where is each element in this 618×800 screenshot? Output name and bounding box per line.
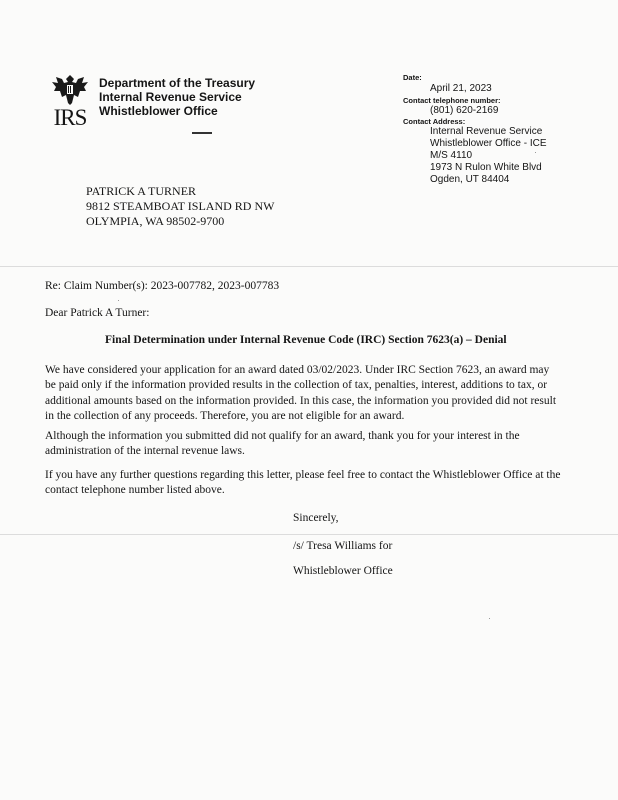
closing: Sincerely, [293,512,339,524]
address-line: Whistleblower Office - ICE [430,138,547,149]
paragraph-contact [45,468,580,499]
paragraph-determination [45,363,580,424]
address-line: Ogden, UT 84404 [430,174,510,185]
signature-office: Whistleblower Office [293,565,393,577]
text-line: in the collection of any proceeds. Therefore, you are not eligible for an award. [45,409,405,422]
paragraph-thanks [45,429,580,460]
text-line: Although the information you submitted did not qualify for an award, thank you for your interest in the [45,430,520,442]
subject-heading: Final Determination under Internal Revenue Code (IRC) Section 7623(a) – Denial [105,334,507,346]
date-value: April 21, 2023 [430,83,492,94]
logo-text: IRS [53,105,87,130]
date-label: Date: [403,73,422,82]
scan-speck [535,152,536,153]
scan-fold-line [0,534,618,535]
text-line: additional amounts based on the information provided. In this case, the information you provided did not result [45,394,557,407]
text-line: We have considered your application for an award dated 03/02/2023. Under IRC Section 7623, an award may [45,364,550,376]
text-line: administration of the internal revenue laws. [45,445,245,458]
scan-speck [118,300,119,301]
scan-fold-line [0,266,618,267]
recipient-street: 9812 STEAMBOAT ISLAND RD NW [86,199,275,213]
address-label: Contact Address: [403,117,466,126]
agency-department: Department of the Treasury [99,76,256,90]
scan-speck [489,618,490,619]
address-line: M/S 4110 [430,150,473,161]
salutation: Dear Patrick A Turner: [45,307,150,319]
address-line: Internal Revenue Service [430,126,543,137]
recipient-name: PATRICK A TURNER [86,184,197,198]
phone-value: (801) 620-2169 [430,105,499,116]
eagle-icon [48,73,92,107]
address-line: 1973 N Rulon White Blvd [430,162,542,173]
text-line: contact telephone number listed above. [45,484,225,497]
agency-irs: Internal Revenue Service [99,90,242,104]
agency-whistleblower: Whistleblower Office [99,104,218,118]
text-line: be paid only if the information provided results in the collection of tax, penalties, interest, additions to tax, or [45,379,548,392]
pen-mark [192,132,212,134]
recipient-city: OLYMPIA, WA 98502-9700 [86,214,225,228]
claim-reference: Re: Claim Number(s): 2023-007782, 2023-007783 [45,280,280,292]
signature: /s/ Tresa Williams for [293,540,393,552]
irs-eagle-logo [48,73,92,131]
phone-label: Contact telephone number: [403,96,501,105]
text-line: If you have any further questions regarding this letter, please feel free to contact the Whistleblower Office at the [45,469,561,481]
